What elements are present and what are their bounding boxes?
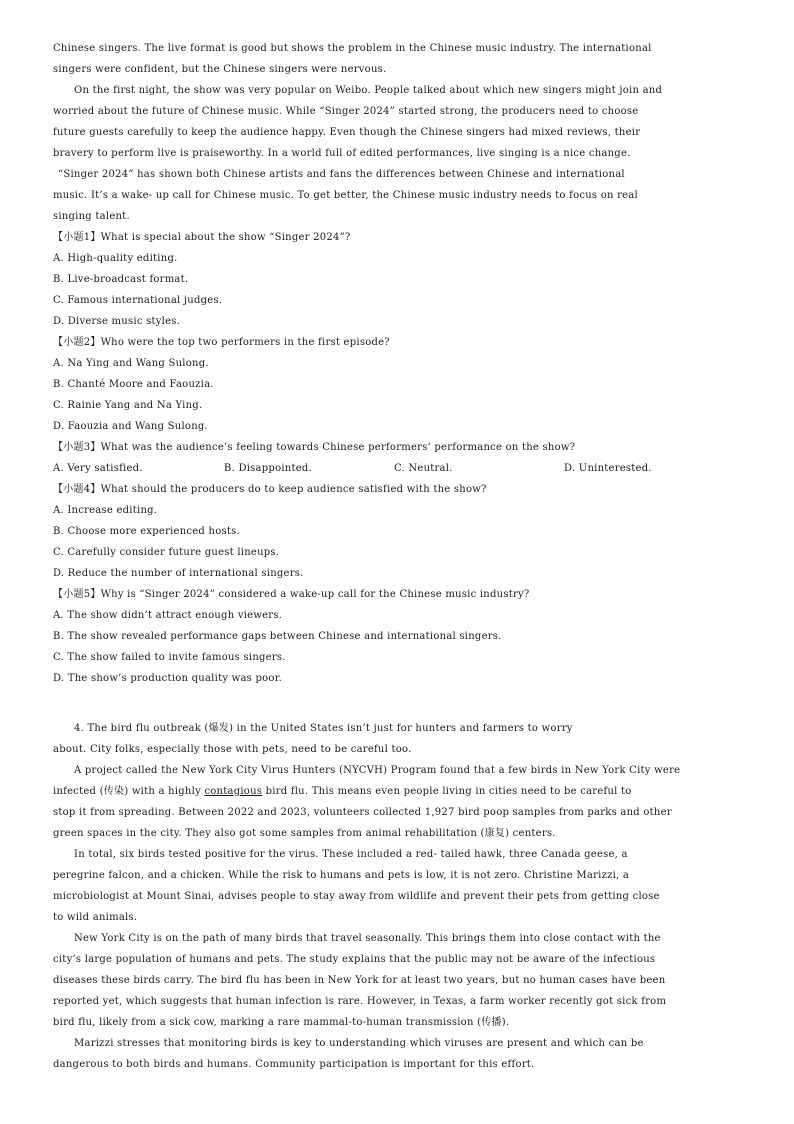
question-option: B. Live-broadcast format. [53,274,189,285]
question-option: C. Rainie Yang and Na Ying. [53,400,203,411]
article4-line: peregrine falcon, and a chicken. While the risk to humans and pets is low, it is not zero. Christine Marizzi, a [53,870,630,881]
article4-line: green spaces in the city. They also got some samples from animal rehabilitation (康复) centers. [53,828,556,839]
article4-line: Marizzi stresses that monitoring birds is key to understanding which viruses are present and which can be [74,1038,644,1049]
question-stem: 【小题4】What should the producers do to keep audience satisfied with the show? [53,484,487,495]
article4-line: to wild animals. [53,912,138,923]
question-stem: 【小题3】What was the audience’s feeling towards Chinese performers’ performance on the show? [53,442,576,453]
article4-line [53,785,632,799]
question-option: C. The show failed to invite famous singers. [53,652,286,663]
article3-line: On the first night, the show was very popular on Weibo. People talked about which new singers might join and [74,85,663,96]
question-option: C. Carefully consider future guest lineups. [53,547,280,558]
question-stem: 【小题5】Why is “Singer 2024” considered a wake-up call for the Chinese music industry? [53,589,530,600]
article4-line: city’s large population of humans and pets. The study explains that the public may not be aware of the infectious [53,954,656,965]
article4-line: New York City is on the path of many birds that travel seasonally. This brings them into close contact with the [74,933,661,944]
question-option: D. The show’s production quality was poor. [53,673,283,684]
article3-line: music. It’s a wake- up call for Chinese music. To get better, the Chinese music industry needs to focus on real [53,190,638,201]
question-option: C. Famous international judges. [53,295,223,306]
question-option: D. Uninterested. [564,463,652,474]
question-option: B. Disappointed. [224,463,312,474]
question-option: A. Increase editing. [53,505,158,516]
article3-line: worried about the future of Chinese music. While “Singer 2024” started strong, the producers need to choose [53,106,639,117]
article4-line: microbiologist at Mount Sinai, advises people to stay away from wildlife and prevent their pets from getting close [53,891,660,902]
question-option: A. Na Ying and Wang Sulong. [53,358,209,369]
article3-line: future guests carefully to keep the audience happy. Even though the Chinese singers had mixed reviews, their [53,127,641,138]
article4-line: diseases these birds carry. The bird flu has been in New York for at least two years, but no human cases have been [53,975,666,986]
question-option: A. The show didn’t attract enough viewers. [53,610,283,621]
article4-line: reported yet, which suggests that human infection is rare. However, in Texas, a farm worker recently got sick from [53,996,667,1007]
question-option: B. Choose more experienced hosts. [53,526,240,537]
article4-line: A project called the New York City Virus Hunters (NYCVH) Program found that a few birds in New York City were [74,765,681,776]
article3-line: singing talent. [53,211,130,222]
article3-line: Chinese singers. The live format is good but shows the problem in the Chinese music industry. The international [53,43,652,54]
article3-line: singers were confident, but the Chinese singers were nervous. [53,64,387,75]
underlined-word-contagious: contagious [204,786,263,797]
question-stem: 【小题2】Who were the top two performers in the first episode? [53,337,390,348]
question-option: D. Reduce the number of international singers. [53,568,304,579]
question-option: D. Diverse music styles. [53,316,181,327]
article4-text: infected (传染) with a highly [53,786,205,797]
article4-line: bird flu, likely from a sick cow, marking a rare mammal-to-human transmission (传播). [53,1017,510,1028]
question-stem: 【小题1】What is special about the show “Singer 2024”? [53,232,351,243]
article4-text: bird flu. This means even people living in cities need to be careful to [262,786,632,797]
article4-line: stop it from spreading. Between 2022 and 2023, volunteers collected 1,927 bird poop samples from parks and other [53,807,672,818]
article3-line: bravery to perform live is praiseworthy. In a world full of edited performances, live singing is a nice change. [53,148,631,159]
article4-line: In total, six birds tested positive for the virus. These included a red- tailed hawk, three Canada geese, a [74,849,628,860]
article4-line: dangerous to both birds and humans. Community participation is important for this effort. [53,1059,535,1070]
question-option: D. Faouzia and Wang Sulong. [53,421,208,432]
question-option: A. Very satisfied. [53,463,143,474]
question-option: A. High-quality editing. [53,253,178,264]
question-option: B. The show revealed performance gaps between Chinese and international singers. [53,631,502,642]
article4-line: about. City folks, especially those with pets, need to be careful too. [53,744,412,755]
article3-line: “Singer 2024” has shown both Chinese artists and fans the differences between Chinese and international [58,169,625,180]
question-option: C. Neutral. [394,463,453,474]
question-option: B. Chanté Moore and Faouzia. [53,379,214,390]
article4-line: 4. The bird flu outbreak (爆发) in the United States isn’t just for hunters and farmers to worry [74,723,573,734]
